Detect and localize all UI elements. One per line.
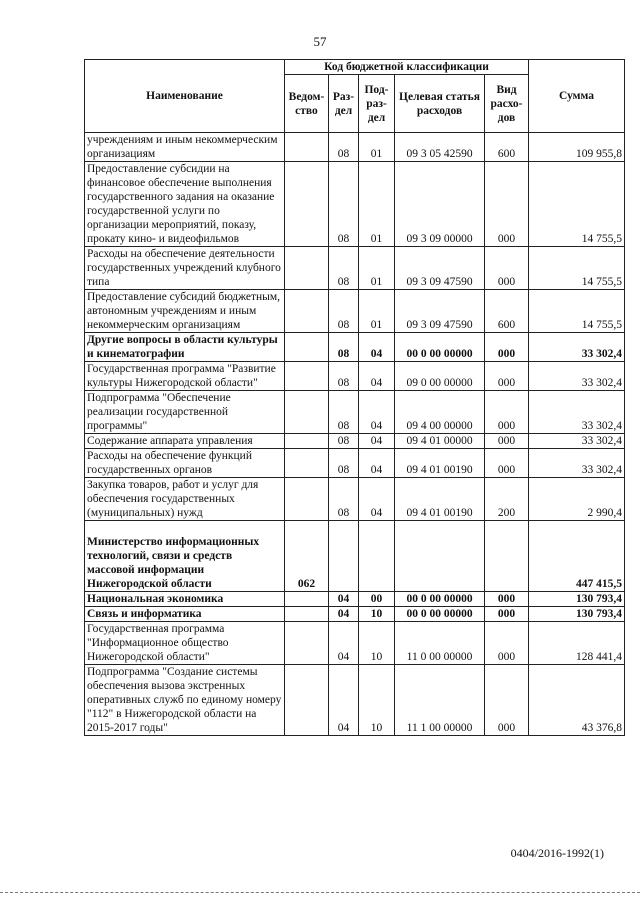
cell-vid: 000 [485, 391, 529, 434]
table-row [85, 391, 625, 434]
cell-vedom [285, 449, 329, 478]
cell-target: 09 4 01 00000 [395, 434, 485, 449]
cell-vedom [285, 162, 329, 247]
cell-vedom [285, 478, 329, 521]
table-row [85, 607, 625, 622]
header-name: Наименование [85, 60, 285, 133]
header-vedom: Ведом-ство [285, 75, 329, 133]
cell-sum: 33 302,4 [529, 391, 625, 434]
cell-vid: 000 [485, 665, 529, 736]
cell-name: Национальная экономика [85, 592, 285, 607]
cell-vid: 000 [485, 434, 529, 449]
cell-podrazdel: 00 [359, 592, 395, 607]
cell-target: 11 0 00 00000 [395, 622, 485, 665]
table-row [85, 478, 625, 521]
page-number: 57 [313, 34, 327, 49]
table-row [85, 290, 625, 333]
cell-razdel [329, 521, 359, 592]
cell-razdel: 08 [329, 362, 359, 391]
cell-name: Закупка товаров, работ и услуг для обеспечения государственных (муниципальных) нужд [85, 478, 285, 521]
cell-name: Предоставление субсидий бюджетным, автономным учреждениям и иным некоммерческим организациям [85, 290, 285, 333]
cell-razdel: 08 [329, 434, 359, 449]
cell-sum: 128 441,4 [529, 622, 625, 665]
cell-podrazdel: 04 [359, 333, 395, 362]
header-vid: Вид расхо-дов [485, 75, 529, 133]
page-bottom-rule [0, 892, 640, 893]
cell-sum: 33 302,4 [529, 449, 625, 478]
cell-vedom [285, 133, 329, 162]
table-row [85, 333, 625, 362]
cell-podrazdel: 01 [359, 133, 395, 162]
cell-name: Государственная программа "Развитие культуры Нижегородской области" [85, 362, 285, 391]
cell-name: учреждениям и иным некоммерческим организациям [85, 133, 285, 162]
table-row [85, 449, 625, 478]
cell-sum: 43 376,8 [529, 665, 625, 736]
cell-vedom [285, 333, 329, 362]
cell-sum: 14 755,5 [529, 247, 625, 290]
cell-vedom [285, 362, 329, 391]
header-podrazdel: Под-раз-дел [359, 75, 395, 133]
cell-vedom: 062 [285, 521, 329, 592]
cell-podrazdel: 04 [359, 362, 395, 391]
cell-podrazdel: 04 [359, 391, 395, 434]
table-row [85, 592, 625, 607]
cell-razdel: 08 [329, 162, 359, 247]
cell-name: Расходы на обеспечение деятельности государственных учреждений клубного типа [85, 247, 285, 290]
cell-vedom [285, 665, 329, 736]
table-row [85, 247, 625, 290]
cell-razdel: 08 [329, 391, 359, 434]
cell-target: 09 4 00 00000 [395, 391, 485, 434]
table-row [85, 434, 625, 449]
cell-sum: 2 990,4 [529, 478, 625, 521]
cell-vedom [285, 391, 329, 434]
cell-vid: 000 [485, 592, 529, 607]
cell-name: Другие вопросы в области культуры и кинематографии [85, 333, 285, 362]
cell-sum: 33 302,4 [529, 333, 625, 362]
cell-sum: 33 302,4 [529, 434, 625, 449]
cell-target: 09 4 01 00190 [395, 449, 485, 478]
cell-name: Связь и информатика [85, 607, 285, 622]
cell-target: 00 0 00 00000 [395, 607, 485, 622]
cell-vid: 000 [485, 247, 529, 290]
cell-razdel: 08 [329, 133, 359, 162]
cell-podrazdel [359, 521, 395, 592]
cell-vid: 000 [485, 622, 529, 665]
cell-target [395, 521, 485, 592]
cell-razdel: 08 [329, 333, 359, 362]
budget-table [84, 59, 625, 736]
table-row [85, 665, 625, 736]
cell-target: 09 3 09 47590 [395, 247, 485, 290]
cell-vid: 600 [485, 290, 529, 333]
cell-name: Подпрограмма "Создание системы обеспечения вызова экстренных оперативных служб по единому номеру "112" в Нижегородской области на 2015-2017 годы" [85, 665, 285, 736]
table-row [85, 362, 625, 391]
cell-sum: 130 793,4 [529, 607, 625, 622]
cell-name: Содержание аппарата управления [85, 434, 285, 449]
cell-vid: 000 [485, 162, 529, 247]
header-code-group: Код бюджетной классификации [285, 60, 529, 75]
cell-target: 09 4 01 00190 [395, 478, 485, 521]
cell-vedom [285, 247, 329, 290]
table-row [85, 622, 625, 665]
cell-sum: 447 415,5 [529, 521, 625, 592]
cell-vid [485, 521, 529, 592]
cell-name: Предоставление субсидии на финансовое обеспечение выполнения государственного задания на оказание государственной услуги по организации мероприятий, показу, прокату кино- и видеофильмов [85, 162, 285, 247]
cell-sum: 33 302,4 [529, 362, 625, 391]
cell-razdel: 08 [329, 247, 359, 290]
header-sum: Сумма [529, 60, 625, 133]
table-row [85, 521, 625, 592]
cell-podrazdel: 01 [359, 247, 395, 290]
cell-target: 11 1 00 00000 [395, 665, 485, 736]
cell-vedom [285, 622, 329, 665]
cell-podrazdel: 01 [359, 290, 395, 333]
cell-vedom [285, 607, 329, 622]
cell-target: 00 0 00 00000 [395, 592, 485, 607]
cell-vid: 200 [485, 478, 529, 521]
cell-razdel: 04 [329, 622, 359, 665]
cell-razdel: 08 [329, 290, 359, 333]
cell-vid: 000 [485, 333, 529, 362]
cell-target: 00 0 00 00000 [395, 333, 485, 362]
cell-vedom [285, 592, 329, 607]
cell-sum: 109 955,8 [529, 133, 625, 162]
cell-sum: 14 755,5 [529, 162, 625, 247]
cell-podrazdel: 10 [359, 665, 395, 736]
cell-name: Подпрограмма "Обеспечение реализации государственной программы" [85, 391, 285, 434]
header-razdel: Раз-дел [329, 75, 359, 133]
cell-target: 09 3 09 47590 [395, 290, 485, 333]
cell-podrazdel: 01 [359, 162, 395, 247]
cell-podrazdel: 04 [359, 434, 395, 449]
table-row [85, 133, 625, 162]
cell-target: 09 0 00 00000 [395, 362, 485, 391]
cell-target: 09 3 05 42590 [395, 133, 485, 162]
document-code: 0404/2016-1992(1) [510, 846, 604, 860]
cell-sum: 130 793,4 [529, 592, 625, 607]
cell-podrazdel: 10 [359, 622, 395, 665]
cell-name: Расходы на обеспечение функций государственных органов [85, 449, 285, 478]
cell-podrazdel: 04 [359, 449, 395, 478]
cell-name: Государственная программа "Информационное общество Нижегородской области" [85, 622, 285, 665]
cell-vid: 000 [485, 362, 529, 391]
cell-sum: 14 755,5 [529, 290, 625, 333]
cell-name: Министерство информационных технологий, связи и средств массовой информации Нижегородской области [85, 521, 285, 592]
header-target: Целевая статья расходов [395, 75, 485, 133]
cell-razdel: 08 [329, 449, 359, 478]
cell-razdel: 08 [329, 478, 359, 521]
cell-razdel: 04 [329, 607, 359, 622]
cell-vedom [285, 290, 329, 333]
cell-podrazdel: 10 [359, 607, 395, 622]
cell-vedom [285, 434, 329, 449]
cell-vid: 000 [485, 449, 529, 478]
cell-razdel: 04 [329, 665, 359, 736]
cell-target: 09 3 09 00000 [395, 162, 485, 247]
cell-vid: 600 [485, 133, 529, 162]
table-row [85, 162, 625, 247]
cell-vid: 000 [485, 607, 529, 622]
cell-podrazdel: 04 [359, 478, 395, 521]
cell-razdel: 04 [329, 592, 359, 607]
